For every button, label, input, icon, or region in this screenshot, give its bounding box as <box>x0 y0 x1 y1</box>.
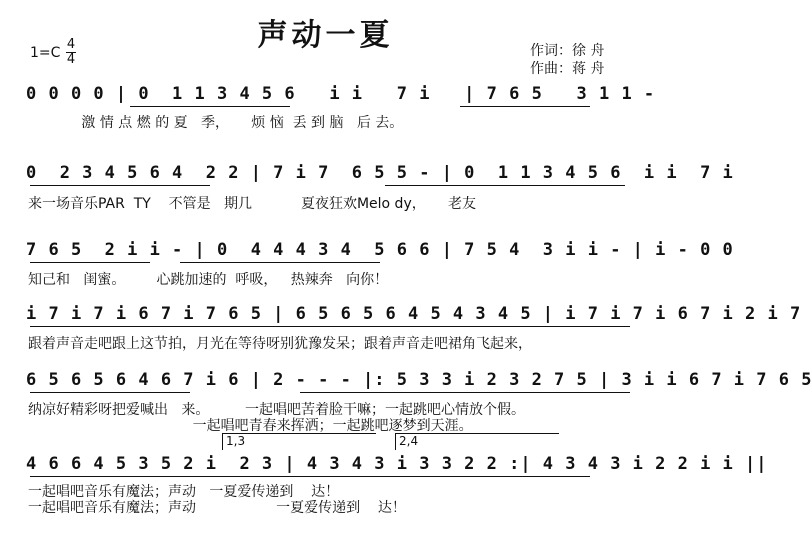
lyric-line-1: 激 情 点 燃 的 夏 季， 烦 恼 丢 到 脑 后 去。 <box>28 115 404 131</box>
lyric-line-2: 来一场音乐PAR TY 不管是 期几 夏夜狂欢Melo dy， 老友 <box>28 196 476 212</box>
lyric-line-5b: 一起唱吧青春来挥洒；一起跳吧逐梦到天涯。 <box>28 418 473 434</box>
lyric-line-4: 跟着声音走吧跟上这节拍，月光在等待呀别犹豫发呆；跟着声音走吧裙角飞起来， <box>28 336 532 352</box>
meter-bottom: 4 <box>66 52 76 67</box>
composer-credit: 作曲：蒋 舟 <box>530 61 605 77</box>
rhythm-beam <box>180 262 380 263</box>
lyric-line-3: 知己和 闺蜜。 心跳加速的 呼吸， 热辣奔 向你！ <box>28 272 389 288</box>
lyric-line-5: 纳凉好精彩呀把爱喊出 来。 一起唱吧苦着脸干嘛；一起跳吧心情放个假。 <box>28 402 525 418</box>
rhythm-beam <box>30 392 190 393</box>
key-signature: 1=C <box>30 45 61 61</box>
notation-line-1: 0 0 0 0 | 0 1 1 3 4 5 6 i i 7 i | 7 6 5 3 1 1 - <box>26 84 656 104</box>
volta-bracket-1 <box>222 433 376 450</box>
rhythm-beam <box>30 476 590 477</box>
notation-line-5: 6 5 6 5 6 4 6 7 i 6 | 2 - - - |: 5 3 3 i 2 3 2 7 5 | 3 i i 6 7 i 7 6 5 <box>26 370 812 390</box>
rhythm-beam <box>30 185 210 186</box>
rhythm-beam <box>385 185 625 186</box>
lyric-line-6: 一起唱吧音乐有魔法；声动 一夏爱传递到 达！ <box>28 484 340 500</box>
rhythm-beam <box>30 326 630 327</box>
volta-label-2: 2,4 <box>399 434 419 448</box>
meter-top: 4 <box>66 37 76 52</box>
rhythm-beam <box>300 392 630 393</box>
volta-bracket-2 <box>395 433 559 450</box>
rhythm-beam <box>130 106 290 107</box>
notation-line-4: i 7 i 7 i 6 7 i 7 6 5 | 6 5 6 5 6 4 5 4 3 4 5 | i 7 i 7 i 6 7 i 2 i 7 <box>26 304 802 324</box>
rhythm-beam <box>460 106 590 107</box>
time-signature <box>66 38 76 67</box>
volta-label-1: 1,3 <box>226 434 246 448</box>
lyricist-credit: 作词：徐 舟 <box>530 43 605 59</box>
song-title: 声动一夏 <box>257 18 394 53</box>
notation-line-2: 0 2 3 4 5 6 4 2 2 | 7 i 7 6 5 5 - | 0 1 1 3 4 5 6 i i 7 i <box>26 163 734 183</box>
notation-line-6: 4 6 6 4 5 3 5 2 i 2 3 | 4 3 4 3 i 3 3 2 2 :| 4 3 4 3 i 2 2 i i || <box>26 454 768 474</box>
notation-line-3: 7 6 5 2 i i - | 0 4 4 4 3 4 5 6 6 | 7 5 4 3 i i - | i - 0 0 <box>26 240 734 260</box>
lyric-line-6b: 一起唱吧音乐有魔法；声动 一夏爱传递到 达！ <box>28 500 406 516</box>
rhythm-beam <box>30 262 150 263</box>
